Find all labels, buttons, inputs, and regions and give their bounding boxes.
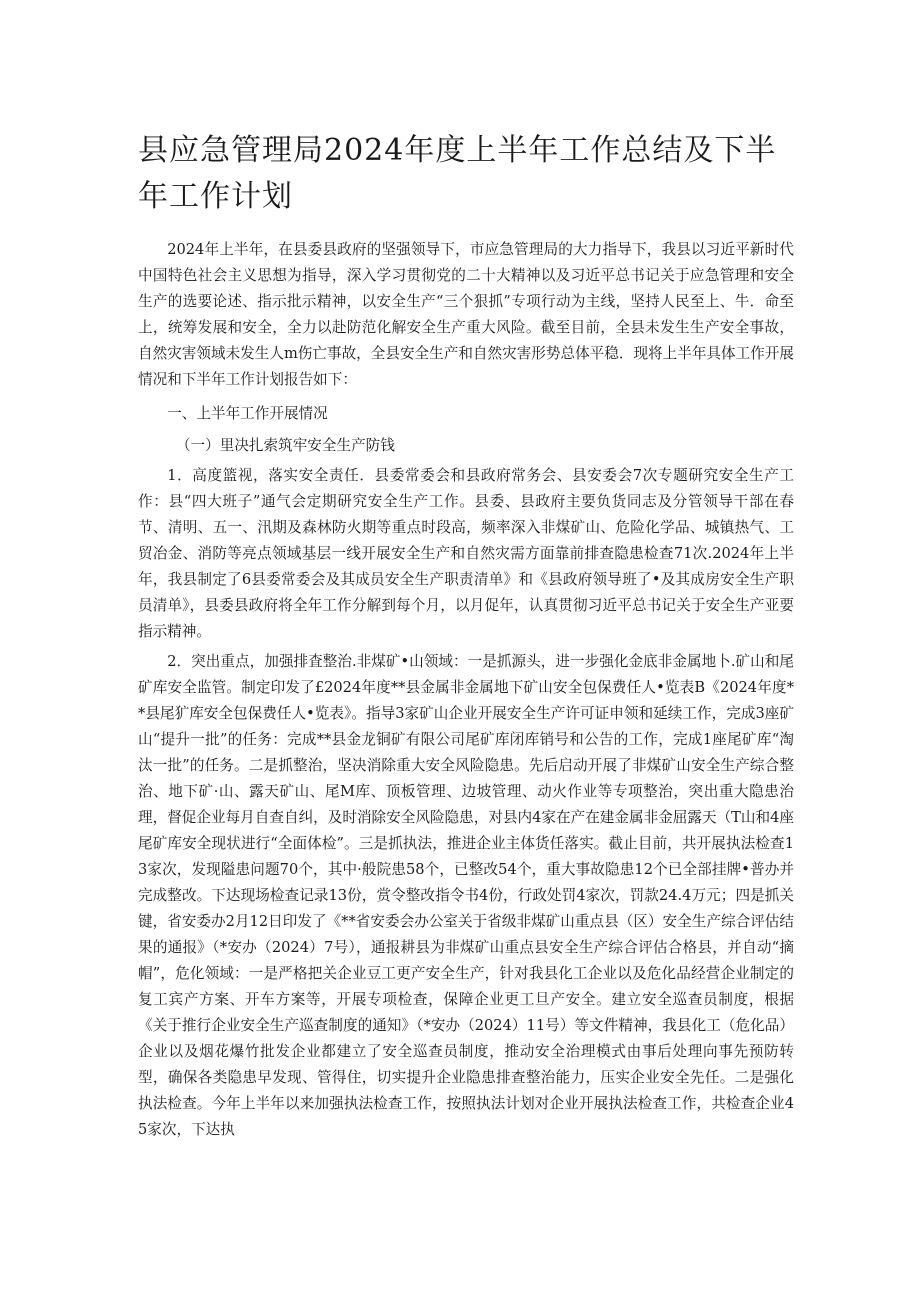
intro-paragraph: 2024年上半年，在县委县政府的坚强领导下，市应急管理局的大力指导下，我县以习近平新时代中国特色社会主义思想为指导，深入学习贯彻党的二十大精神以及习近平总书记关于应急管理和安全生产的选要论述、指示批示精神，以安全生产“三个狠抓”专项行动为主线，坚持人民至上、牛．命至上，统筹发展和安全，全力以赴防范化解安全生产重大风险。截至目前，全县未发生生产安全事故，自然灾害领域未发生人m伤亡事故，全县安全生产和自然灾害形势总体平稳．现将上半年具体工作开展情况和下半年工作计划报告如下：	[138, 241, 794, 388]
document-body	[138, 237, 794, 1143]
paragraph-1: 1．高度篮视，落实安全责任．县委常委会和县政府常务会、县安委会7次专题研究安全生产工作：县“四大班子”通气会定期研究安全生产工作。县委、县政府主要负货同志及分管领导干部在春节、清明、五一、汛期及森林防火期等重点时段高，频率深入非煤矿山、危险化学品、城镇热气、工贸冶金、消防等亮点领域基层一线开展安全生产和自然灾需方面靠前排查隐患检查71次.2024年上半年，我县制定了6县委常委会及其成员安全生产职责清单》和《县政府领导班了•及其成房安全生产职员清单》，县委县政府将全年工作分解到每个月，以月促年，认真贯彻习近平总书记关于安全生产亚要指示精神。	[138, 467, 794, 640]
paragraph-2: 2．突出重点，加强排査整治.非煤矿•山领域：一是抓源头，进一步强化金底非金属地卜.矿山和尾矿库安全监管。制定印发了£2024年度**县金属非金属地下矿山安全包保费任人•览表B《2024年度**县尾犷库安全包保费任人•览表》。指导3家矿山企业开展安全生产许可证申领和延续工作，完成3座矿山“提升一批”的任务：完成**县金龙铜矿有限公司尾矿库闭库销号和公告的工作，完成1座尾矿库“淘汰一批”的任务。二是抓整治，坚决消除重大安全风险隐患。先后启动开展了非煤矿山安全生产综合整治、地下矿·山、露天矿山、尾M库、顶板管理、边坡管理、动火作业等专项整治，突出重大隐患治理，督促企业每月自查自纠，及时消除安全风险隐患，对县内4家在产在建金属非金屈露天（T山和4座尾矿库安全现状进行“全面体检”。三是抓执法，推进企业主体货任落实。截止目前，共开展执法检查13家次，发现隘患问题70个，其中·般院患58个，已整改54个，重大事故隐患12个已全部挂牌•普办并完成整改。下达现场检查记录13份，赏令整改指令书4份，行政处罚4家次，罚款24.4万元；四是抓关键，省安委办2月12日印发了《**省安委会办公室关于省级非煤矿山重点县（区）安全生产综合评估结果的通报》（*安办（2024）7号），通报耕县为非煤矿山重点县安全生产综合评估合格县，并自动“摘帽”，危化领域：一是严格把关企业豆工更产安全生产，针对我县化工企业以及危化品经营企业制定的复工宾产方案、开车方案等，开展专项检查，保障企业更工旦产安全。建立安全巡查员制度，根据《关于推行企业安全生产巡查制度的通知》（*安办（2024）11号）等文件精神，我县化工（危化品）企业以及烟花爆竹批发企业都建立了安全巡查员制度，推动安全治理模式由事后处理向事先预防转型，确保各类隐患早发现、管得住，切实提升企业隐患排查整治能力，压实企业安全先任。二是强化执法检查。今年上半年以来加强执法检查工作，按照执法计划对企业开展执法检查工作，共检查企业45家次，下达执	[138, 653, 794, 1138]
subsection-heading: （一）里决扎索筑牢安全生产防钱	[175, 437, 395, 454]
document-title: 县应急管理局2024年度上半年工作总结及下半年工作计划	[138, 133, 777, 214]
section-heading: 一、上半年工作开展情况	[167, 405, 328, 422]
